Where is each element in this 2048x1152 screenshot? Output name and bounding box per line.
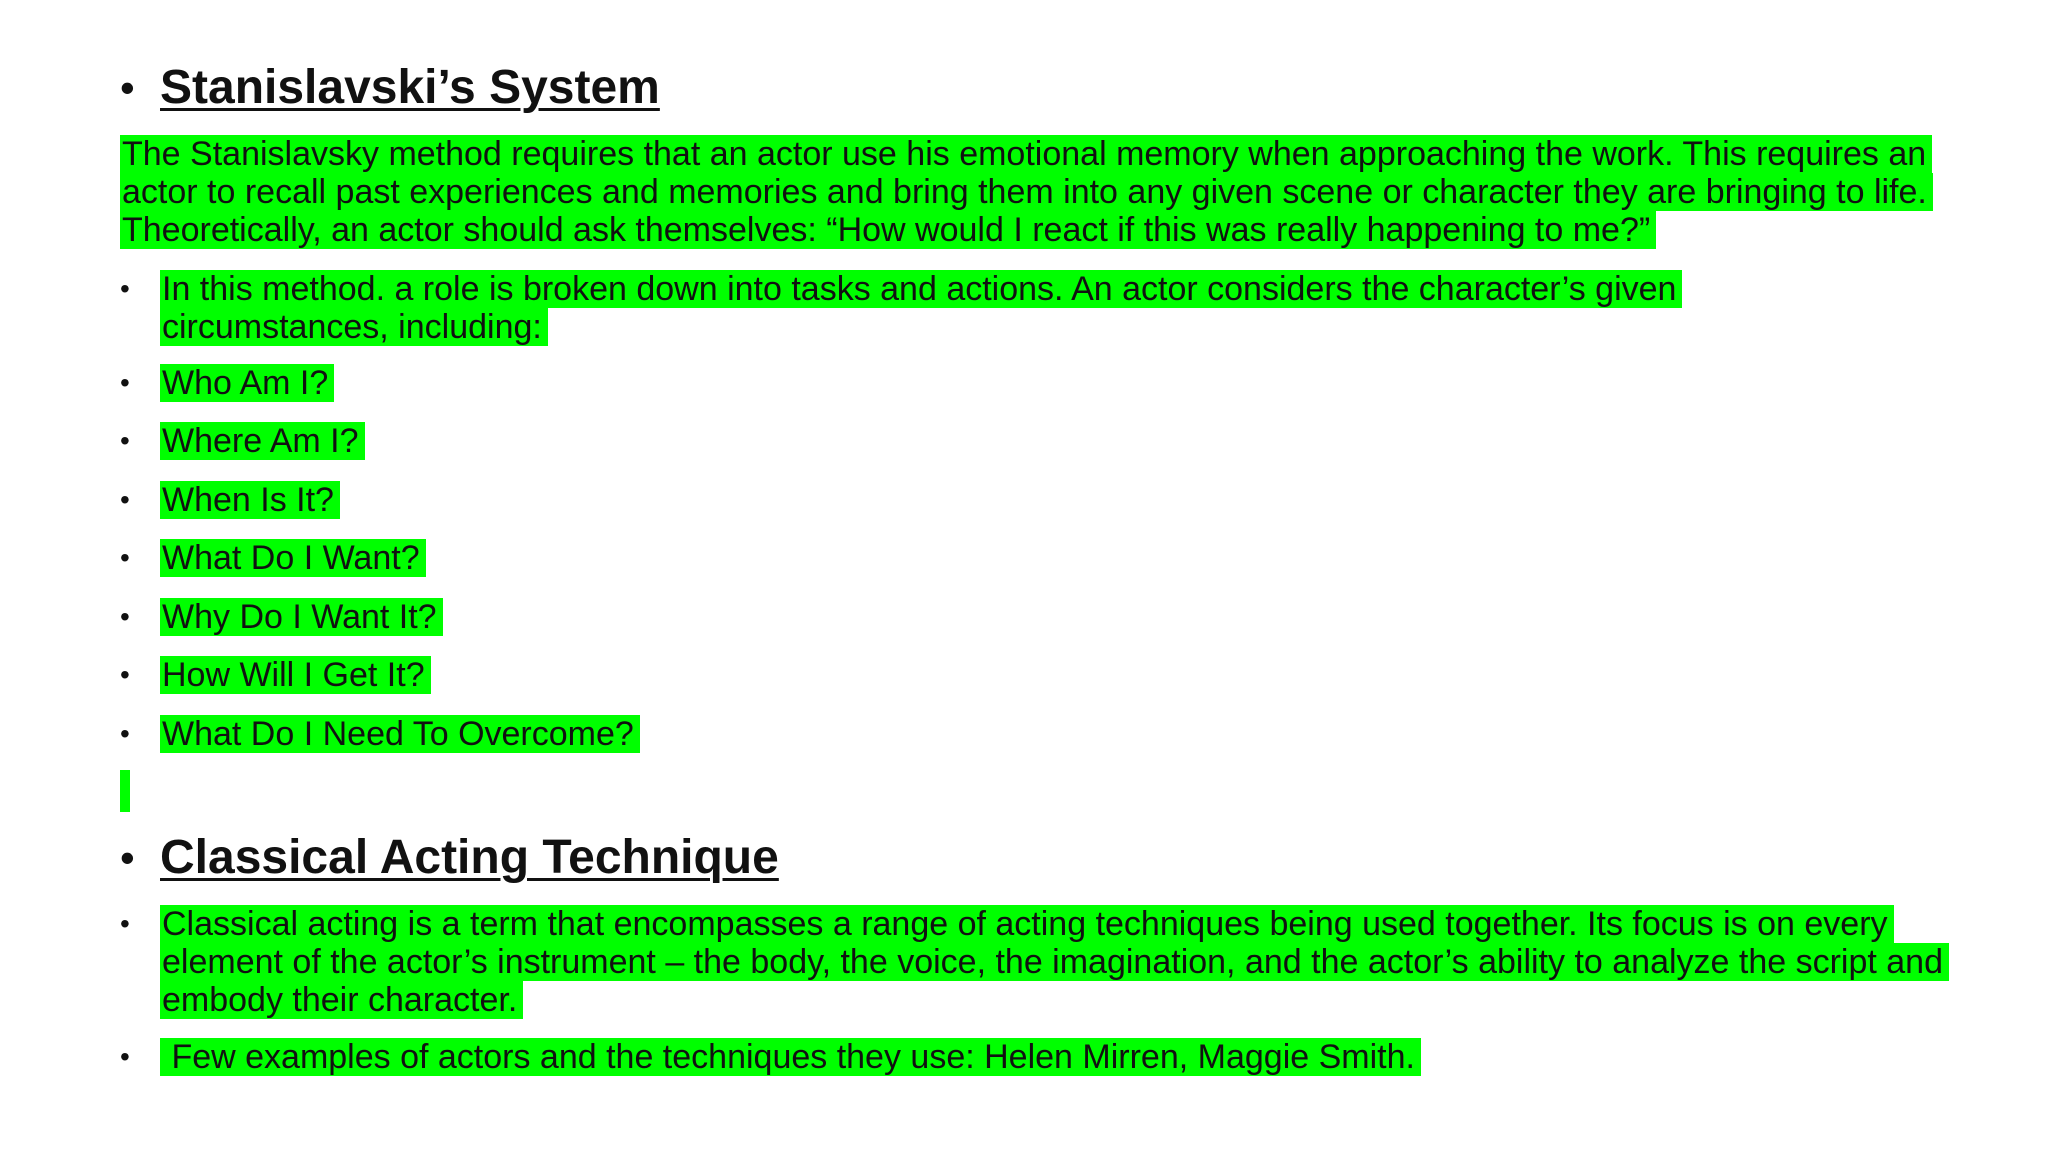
- section1-intro-text: The Stanislavsky method requires that an actor use his emotional memory when approaching the work. This requires an actor to recall past experiences and memories and bring them into any given scene or character they are bringing to life. Theoretically, an actor should ask themselves: “How would I react if this was really happening to me?”: [120, 135, 1933, 249]
- bullet: •: [120, 601, 130, 632]
- examples-text: Few examples of actors and the techniques they use: Helen Mirren, Maggie Smith.: [160, 1038, 1421, 1076]
- bullet: •: [120, 1041, 130, 1072]
- method-content: [160, 270, 1880, 346]
- bullet: •: [120, 64, 135, 111]
- bullet: •: [120, 484, 130, 515]
- question-item: What Do I Want?: [160, 539, 426, 577]
- method-text: In this method. a role is broken down into tasks and actions. An actor considers the character’s given circumstances, including:: [160, 270, 1682, 346]
- section1-heading: Stanislavski’s System: [160, 61, 660, 114]
- bullet: •: [120, 542, 130, 573]
- question-item: Who Am I?: [160, 364, 334, 402]
- question-item: What Do I Need To Overcome?: [160, 715, 640, 753]
- bullet: •: [120, 718, 130, 749]
- bullet: •: [120, 273, 130, 304]
- section2-heading: Classical Acting Technique: [160, 831, 779, 884]
- bullet: •: [120, 425, 130, 456]
- question-item: How Will I Get It?: [160, 656, 431, 694]
- bullet: •: [120, 908, 130, 939]
- bullet: •: [120, 367, 130, 398]
- question-item: Why Do I Want It?: [160, 598, 443, 636]
- bullet: •: [120, 659, 130, 690]
- description-text: Classical acting is a term that encompasses a range of acting techniques being used together. Its focus is on every element of the actor’s instrument – the body, the voice, the imagination, and the actor’s ability to analyze the script and embody their character.: [160, 905, 1949, 1019]
- question-item: When Is It?: [160, 481, 340, 519]
- description-content: [160, 905, 1980, 1019]
- empty-highlight-line: [120, 770, 130, 812]
- section1-intro: [120, 135, 1960, 249]
- bullet: •: [120, 834, 135, 881]
- question-item: Where Am I?: [160, 422, 365, 460]
